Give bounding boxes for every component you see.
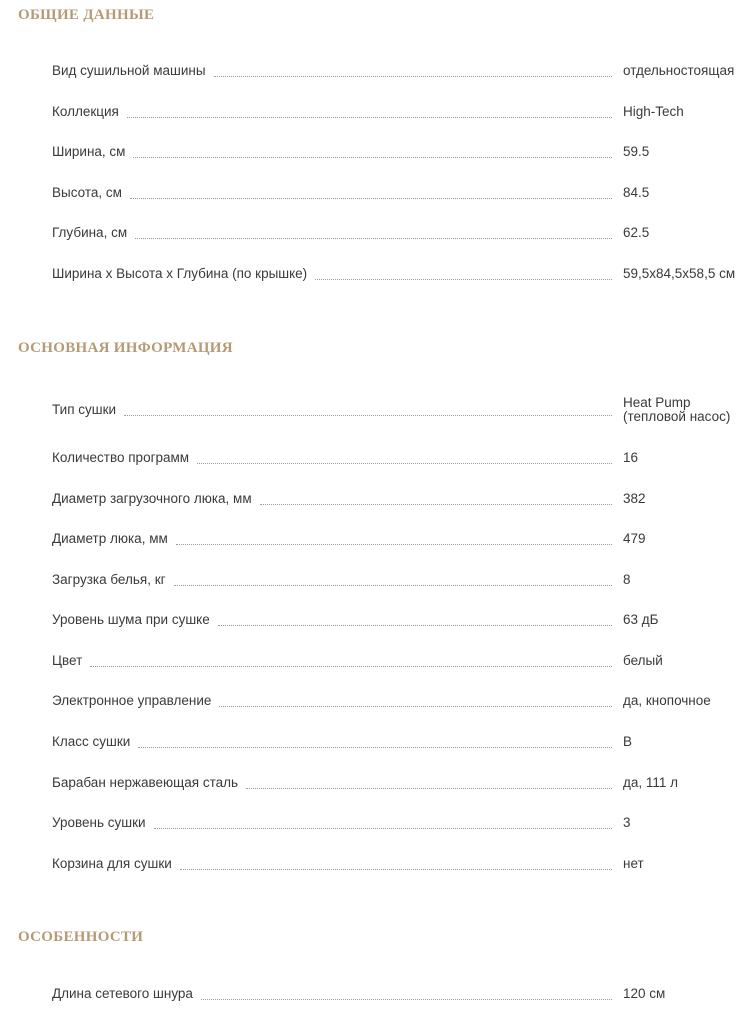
dot-leader bbox=[133, 156, 612, 158]
dot-leader bbox=[130, 197, 612, 199]
spec-label: Цвет bbox=[52, 653, 83, 668]
dot-leader bbox=[138, 746, 612, 748]
spec-value: 62.5 bbox=[623, 225, 650, 240]
dot-leader bbox=[246, 787, 612, 789]
spec-label: Класс сушки bbox=[52, 734, 131, 749]
dot-leader bbox=[201, 998, 612, 1000]
spec-row bbox=[52, 531, 748, 551]
dot-leader bbox=[124, 414, 612, 416]
dot-leader bbox=[174, 584, 612, 586]
spec-label: Корзина для сушки bbox=[52, 856, 172, 871]
spec-value: 59.5 bbox=[623, 144, 650, 159]
dot-leader bbox=[214, 75, 612, 77]
spec-value: 63 дБ bbox=[623, 612, 659, 627]
spec-row bbox=[52, 104, 748, 124]
spec-value: High-Tech bbox=[623, 104, 684, 119]
spec-value: да, 111 л bbox=[623, 775, 679, 790]
dot-leader bbox=[127, 116, 612, 118]
section-title-general: ОБЩИЕ ДАННЫЕ bbox=[18, 7, 155, 23]
dot-leader bbox=[135, 237, 612, 239]
spec-value: белый bbox=[623, 653, 663, 668]
spec-value: 120 см bbox=[623, 986, 666, 1001]
spec-row bbox=[52, 612, 748, 632]
spec-row bbox=[52, 144, 748, 164]
spec-row bbox=[52, 63, 748, 83]
spec-row bbox=[52, 734, 748, 754]
spec-label: Длина сетевого шнура bbox=[52, 986, 193, 1001]
spec-row bbox=[52, 775, 748, 795]
spec-value: 382 bbox=[623, 491, 646, 506]
spec-row bbox=[52, 572, 748, 592]
spec-label: Тип сушки bbox=[52, 402, 117, 417]
spec-value: 8 bbox=[623, 572, 631, 587]
dot-leader bbox=[197, 462, 612, 464]
spec-label: Уровень сушки bbox=[52, 815, 146, 830]
spec-value: Heat Pump (тепловой насос) bbox=[623, 396, 731, 424]
spec-label: Количество программ bbox=[52, 450, 190, 465]
section-title-main-info: ОСНОВНАЯ ИНФОРМАЦИЯ bbox=[18, 340, 233, 356]
spec-row bbox=[52, 815, 748, 835]
spec-value: 84.5 bbox=[623, 185, 650, 200]
dot-leader bbox=[260, 503, 612, 505]
spec-value: да, кнопочное bbox=[623, 693, 711, 708]
spec-value: нет bbox=[623, 856, 644, 871]
spec-row bbox=[52, 693, 748, 713]
spec-label: Ширина, см bbox=[52, 144, 126, 159]
spec-label: Барабан нержавеющая сталь bbox=[52, 775, 239, 790]
dot-leader bbox=[90, 665, 612, 667]
spec-row bbox=[52, 450, 748, 470]
spec-value: 16 bbox=[623, 450, 639, 465]
spec-value: 479 bbox=[623, 531, 646, 546]
dot-leader bbox=[218, 624, 612, 626]
spec-label: Вид сушильной машины bbox=[52, 63, 206, 78]
dot-leader bbox=[315, 278, 612, 280]
spec-label: Диаметр люка, мм bbox=[52, 531, 168, 546]
spec-label: Диаметр загрузочного люка, мм bbox=[52, 491, 252, 506]
dot-leader bbox=[180, 868, 612, 870]
spec-label: Электронное управление bbox=[52, 693, 212, 708]
spec-value: 59,5x84,5x58,5 см bbox=[623, 266, 736, 281]
dot-leader bbox=[219, 705, 612, 707]
dot-leader bbox=[154, 827, 612, 829]
spec-row bbox=[52, 986, 748, 1006]
spec-row bbox=[52, 396, 748, 430]
spec-row bbox=[52, 266, 748, 286]
spec-row bbox=[52, 653, 748, 673]
spec-label: Глубина, см bbox=[52, 225, 128, 240]
section-title-features: ОСОБЕННОСТИ bbox=[18, 929, 144, 945]
spec-label: Уровень шума при сушке bbox=[52, 612, 210, 627]
spec-label: Загрузка белья, кг bbox=[52, 572, 166, 587]
spec-label: Ширина x Высота x Глубина (по крышке) bbox=[52, 266, 308, 281]
spec-value: B bbox=[623, 734, 633, 749]
spec-label: Высота, см bbox=[52, 185, 122, 200]
spec-label: Коллекция bbox=[52, 104, 119, 119]
spec-value: отдельностоящая bbox=[623, 63, 735, 78]
dot-leader bbox=[176, 543, 612, 545]
spec-row bbox=[52, 185, 748, 205]
spec-value: 3 bbox=[623, 815, 631, 830]
spec-row bbox=[52, 491, 748, 511]
spec-row bbox=[52, 856, 748, 876]
spec-row bbox=[52, 225, 748, 245]
